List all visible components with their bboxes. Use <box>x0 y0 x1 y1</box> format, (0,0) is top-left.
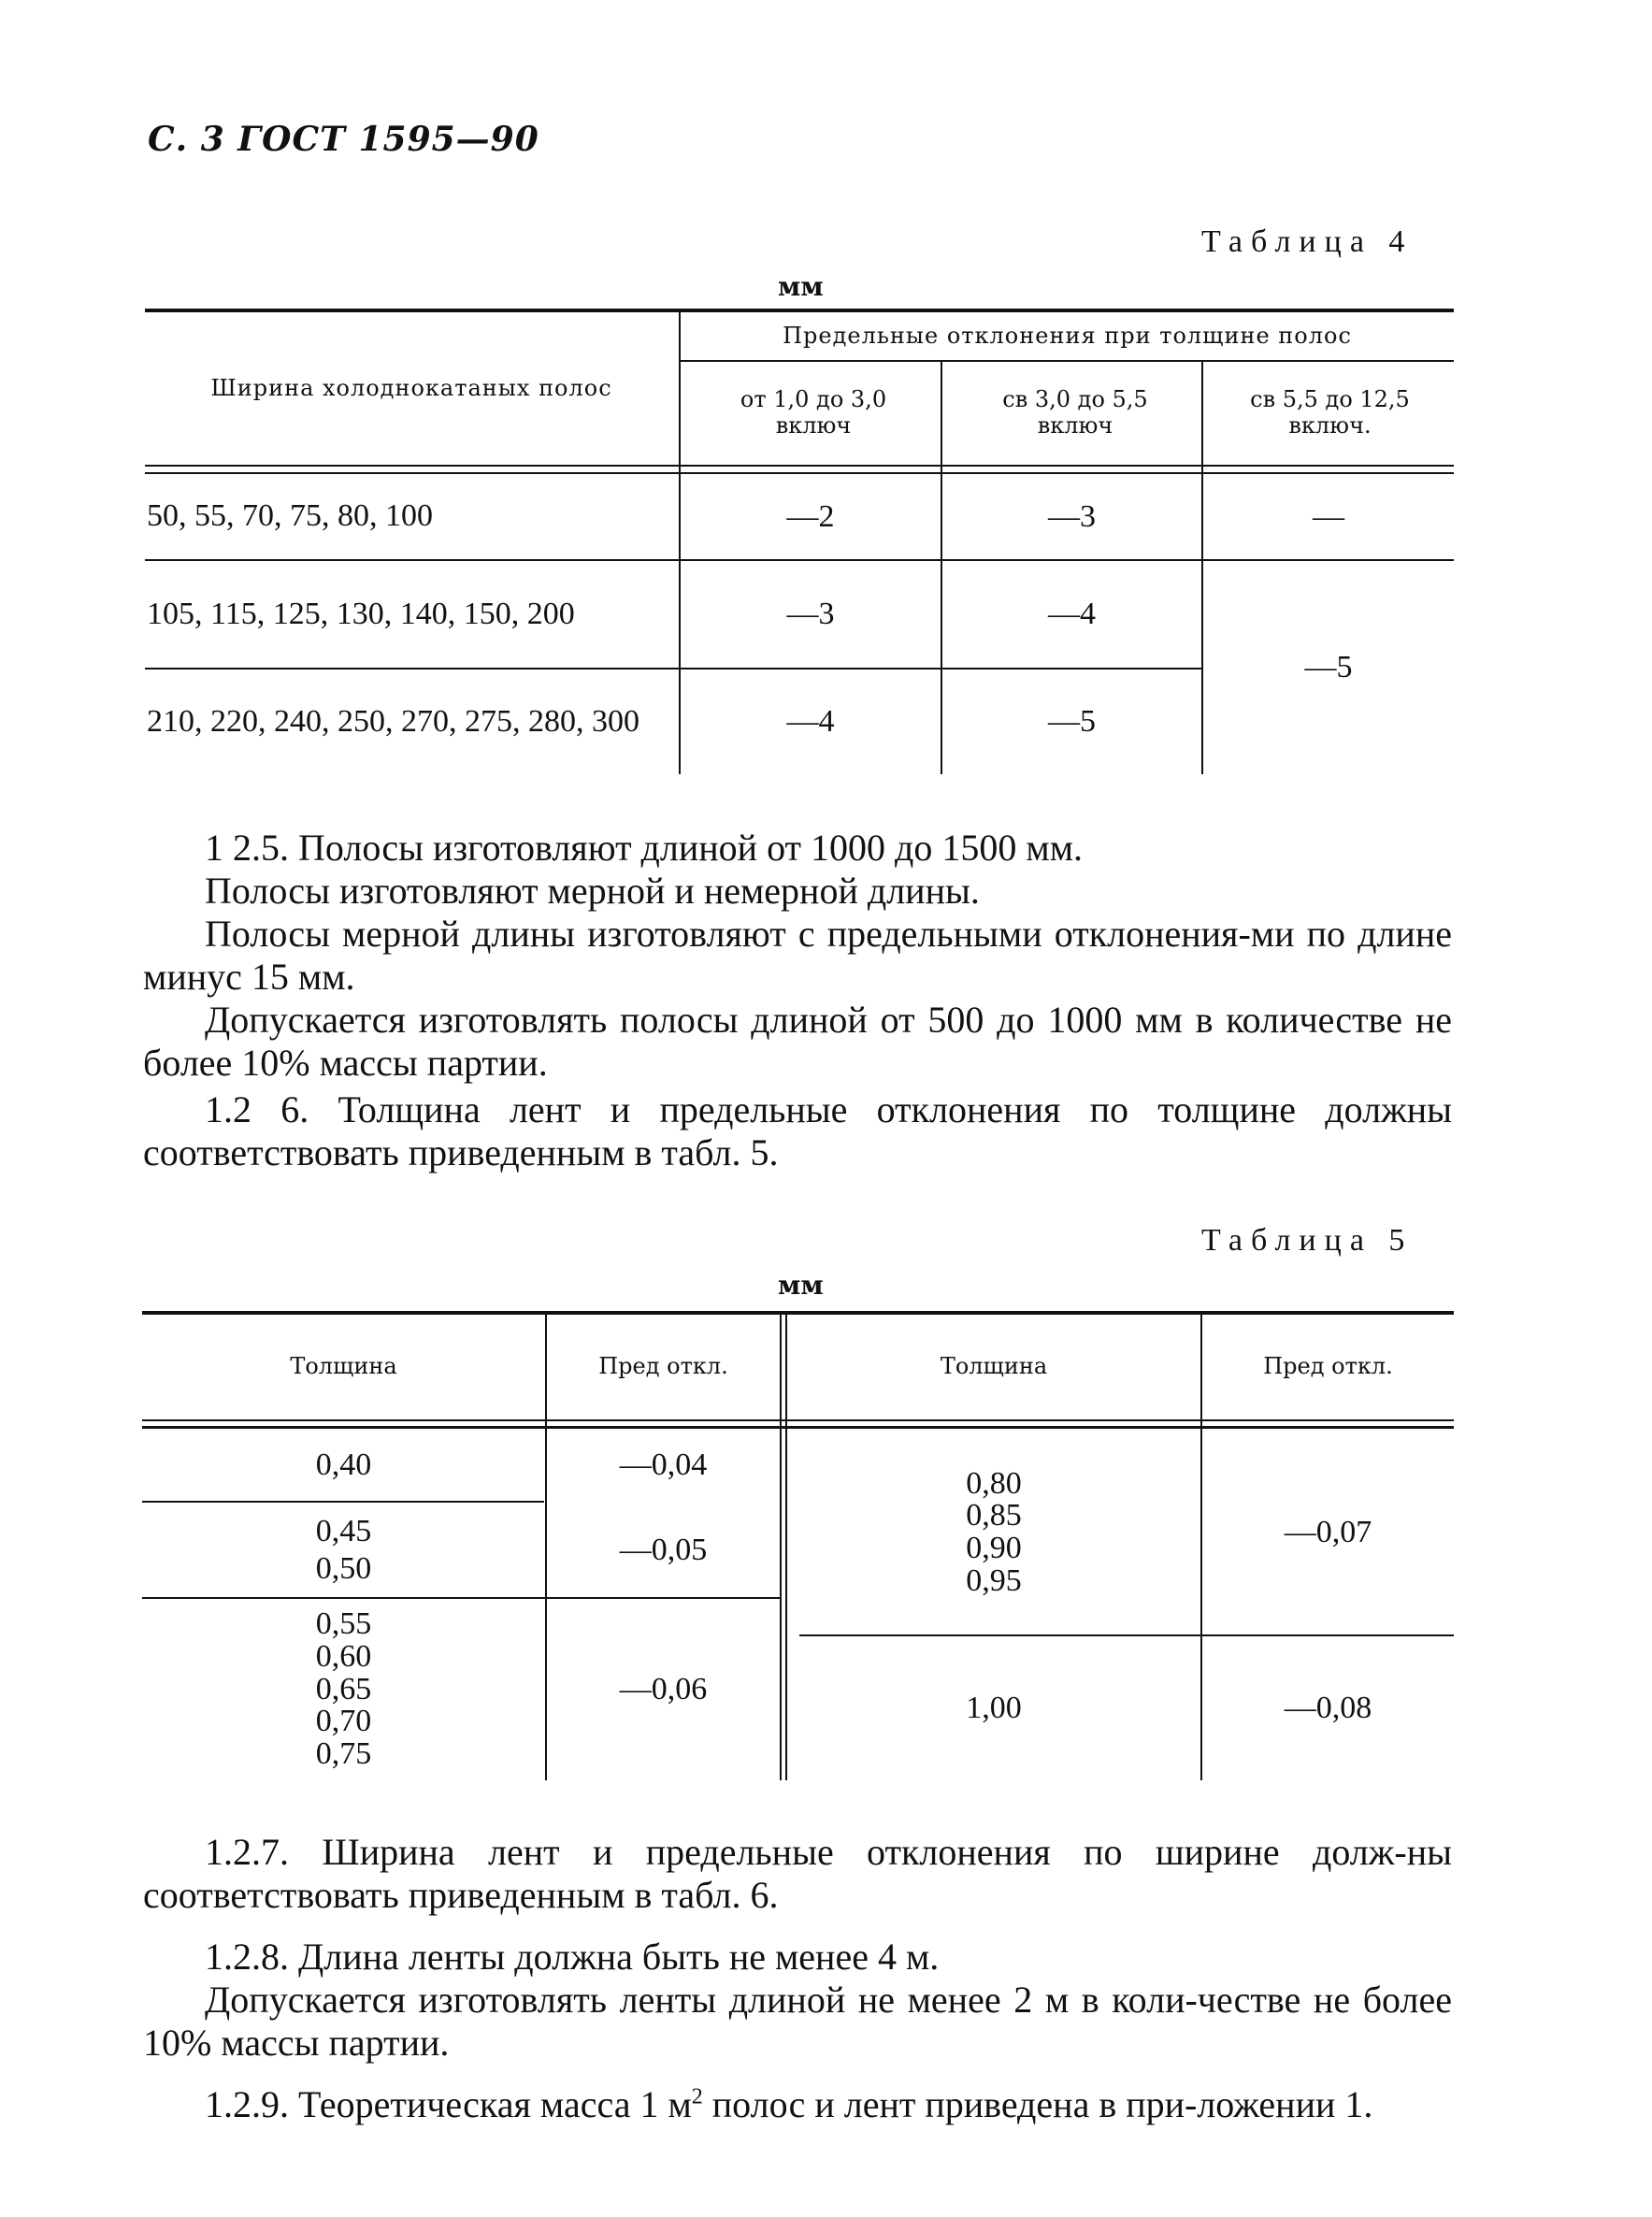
thickness-value: 0,55 <box>315 1606 372 1642</box>
thickness-value: 0,60 <box>315 1638 372 1674</box>
table-5-right-group-2-thickness <box>787 1636 1200 1780</box>
table-5-left-group-2-dev: —0,05 <box>619 1532 708 1567</box>
table-4-header-group: Предельные отклонения при толщине полос <box>783 322 1352 349</box>
table-5-unit: мм <box>778 1270 824 1301</box>
thickness-value: 0,40 <box>315 1447 372 1482</box>
paragraph-1-2-8-line-1: 1.2.8. Длина ленты должна быть не менее 4 м. <box>205 1936 940 1978</box>
paragraph-1-2-5 <box>143 827 1452 1085</box>
table-5-header-dev-1: Пред откл. <box>598 1353 728 1380</box>
table-5-caption: Таблица 5 <box>1201 1223 1414 1258</box>
table-4-row-2-dev-1: —3 <box>786 597 835 632</box>
table-4-caption: Таблица 4 <box>1201 224 1414 259</box>
table-5-left-group-1-dev: —0,04 <box>619 1447 708 1482</box>
thickness-value: 0,90 <box>966 1531 1022 1565</box>
paragraph-1-2-7: 1.2.7. Ширина лент и предельные отклонения по ширине долж-ны соответствовать приведенным в табл. 6. <box>143 1831 1452 1916</box>
table-5-header-thickness-2: Толщина <box>940 1353 1048 1380</box>
table-5-left-group-3-thickness <box>142 1599 545 1780</box>
table-4-subheader-1: от 1,0 до 3,0 включ <box>740 386 887 439</box>
thickness-value: 0,75 <box>315 1736 372 1771</box>
thickness-value: 0,85 <box>966 1498 1022 1533</box>
paragraph-1-2-9-text-end: полос и лент приведена в при-ложении 1. <box>702 2083 1373 2125</box>
paragraph-1-2-8-line-2: Допускается изготовлять ленты длиной не менее 2 м в коли-честве не более 10% массы партии. <box>143 1979 1452 2064</box>
table-5-vrule-2a <box>780 1315 782 1780</box>
table-5-header-rule-a <box>142 1419 1454 1421</box>
table-4-row-3-widths: 210, 220, 240, 250, 270, 275, 280, 300 <box>147 703 639 739</box>
thickness-value: 0,95 <box>966 1562 1022 1598</box>
table-4-unit: мм <box>778 271 824 302</box>
paragraph-1-2-5-line-1: 1 2.5. Полосы изготовляют длиной от 1000 до 1500 мм. <box>205 827 1084 869</box>
table-5-header-thickness-1: Толщина <box>290 1353 397 1380</box>
paragraph-1-2-8 <box>143 1936 1452 2065</box>
thickness-value: 0,50 <box>315 1550 372 1586</box>
table-4-row-2-widths: 105, 115, 125, 130, 140, 150, 200 <box>147 596 575 631</box>
table-4-row-1-dev-3: — <box>1313 498 1344 534</box>
superscript: 2 <box>691 2084 703 2109</box>
running-head: С. 3 ГОСТ 1595—90 <box>148 120 539 159</box>
paragraph-1-2-6: 1.2 6. Толщина лент и предельные отклонения по толщине должны соответствовать приведенным в табл. 5. <box>143 1088 1452 1173</box>
thickness-value: 0,70 <box>315 1704 372 1739</box>
table-4-row-1-dev-2: —3 <box>1048 498 1096 534</box>
table-4-row-2-dev-2: —4 <box>1048 597 1096 632</box>
table-5-right-group-2-dev: —0,08 <box>1284 1691 1372 1726</box>
paragraph-1-2-5-line-4: Допускается изготовлять полосы длиной от 500 до 1000 мм в количестве не более 10% массы партии. <box>143 999 1452 1084</box>
thickness-value: 1,00 <box>966 1691 1022 1726</box>
paragraph-1-2-5-line-2: Полосы изготовляют мерной и немерной длины. <box>205 870 980 912</box>
table-4-header-rule-a <box>145 465 1454 467</box>
thickness-value: 0,65 <box>315 1671 372 1706</box>
table-5-right-group-1-thickness <box>787 1431 1200 1634</box>
table-4-subheader-2: св 3,0 до 5,5 включ <box>1002 386 1148 439</box>
table-4-row-1-widths: 50, 55, 70, 75, 80, 100 <box>147 498 433 534</box>
thickness-value: 0,80 <box>966 1465 1022 1501</box>
table-5-left-group-3-dev: —0,06 <box>619 1672 708 1707</box>
table-4-row-1-dev-1: —2 <box>786 498 835 534</box>
table-4-row-3-dev-1: —4 <box>786 704 835 740</box>
table-5-right-group-1-dev: —0,07 <box>1284 1515 1372 1550</box>
paragraph-1-2-9 <box>143 2083 1452 2126</box>
table-5-left-group-2-thickness <box>142 1503 545 1597</box>
table-4-subheader-3: св 5,5 до 12,5 включ. <box>1250 386 1410 439</box>
table-5-header-dev-2: Пред откл. <box>1263 1353 1393 1380</box>
paragraph-1-2-5-line-3: Полосы мерной длины изготовляют с предельными отклонения-ми по длине минус 15 мм. <box>143 913 1452 998</box>
thickness-value: 0,45 <box>315 1514 372 1549</box>
table-4-header-width: Ширина холоднокатаных полос <box>210 374 612 401</box>
table-5-left-group-1-thickness <box>142 1429 545 1501</box>
paragraph-1-2-9-text: 1.2.9. Теоретическая масса 1 м <box>205 2083 692 2125</box>
table-4-row-3-dev-2: —5 <box>1048 704 1096 740</box>
table-4-merged-dev-3: —5 <box>1304 650 1353 685</box>
